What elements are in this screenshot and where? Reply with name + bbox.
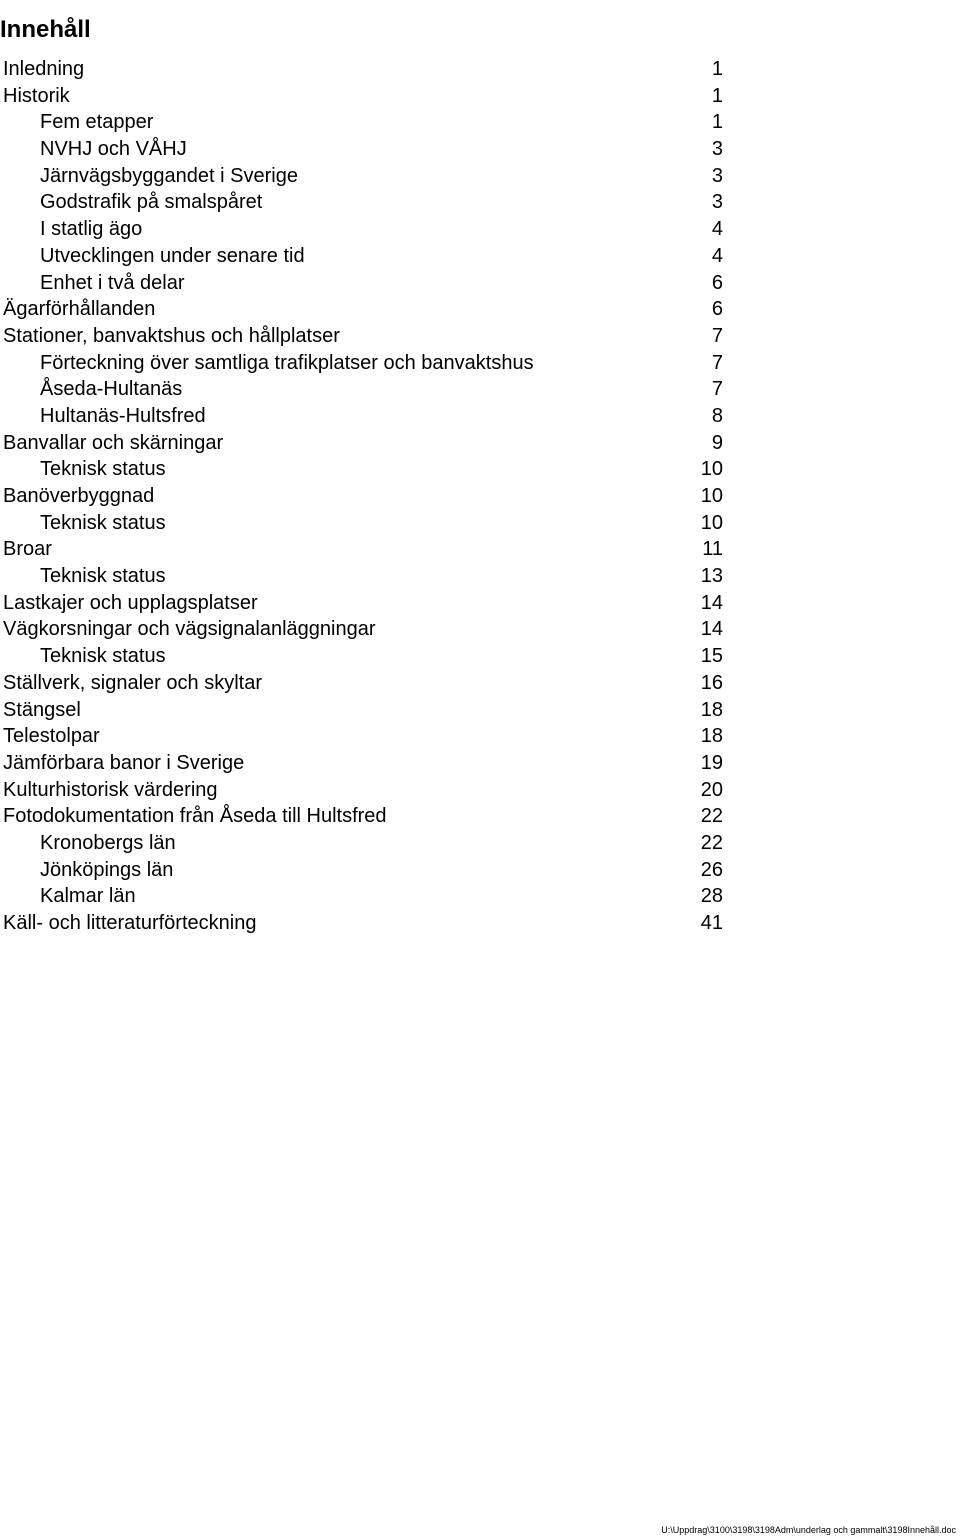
toc-entry <box>3 670 723 697</box>
toc-entry-title: Teknisk status <box>40 645 166 668</box>
toc-entry-title: Telestolpar <box>3 725 100 748</box>
toc-entry-title: Hultanäs-Hultsfred <box>40 404 206 427</box>
toc-entry <box>3 803 723 830</box>
toc-entry-page-number: 18 <box>700 725 723 748</box>
toc-entry-title: Teknisk status <box>40 511 166 534</box>
toc-entry <box>3 750 723 777</box>
toc-entry-title: Vägkorsningar och vägsignalanläggningar <box>3 618 376 641</box>
toc-entry <box>3 910 723 937</box>
toc-entry-title: Teknisk status <box>40 565 166 588</box>
toc-entry <box>3 56 723 83</box>
toc-entry-page-number: 14 <box>700 618 723 641</box>
toc-entry-page-number: 4 <box>711 244 723 267</box>
toc-entry-page-number: 1 <box>711 58 723 80</box>
toc-entry-page-number: 3 <box>711 138 723 161</box>
toc-entry-page-number: 18 <box>700 698 723 721</box>
toc-entry <box>3 136 723 163</box>
toc-entry-title: Banvallar och skärningar <box>3 431 224 454</box>
toc-entry <box>3 430 723 457</box>
toc-entry-page-number: 1 <box>711 111 723 134</box>
toc-entry-title: Fem etapper <box>40 111 154 134</box>
table-of-contents <box>3 56 723 937</box>
toc-entry-title: I statlig ägo <box>40 218 143 241</box>
toc-entry-page-number: 13 <box>700 565 723 588</box>
toc-entry-title: NVHJ och VÅHJ <box>40 138 187 161</box>
toc-entry-page-number: 19 <box>700 751 723 774</box>
toc-entry-title: Historik <box>3 84 70 107</box>
toc-entry <box>3 590 723 617</box>
toc-entry-page-number: 10 <box>700 458 723 481</box>
toc-entry-page-number: 8 <box>711 404 723 427</box>
toc-entry <box>3 270 723 297</box>
page-title: Innehåll <box>0 16 91 44</box>
toc-entry-page-number: 41 <box>700 912 723 934</box>
toc-entry-page-number: 7 <box>711 324 723 347</box>
toc-entry <box>3 777 723 804</box>
toc-entry-page-number: 3 <box>711 164 723 187</box>
toc-entry-title: Förteckning över samtliga trafikplatser och banvaktshus <box>40 351 534 374</box>
toc-entry-page-number: 10 <box>700 485 723 507</box>
toc-entry-title: Enhet i två delar <box>40 271 185 294</box>
toc-entry <box>3 109 723 136</box>
toc-entry-page-number: 16 <box>700 671 723 694</box>
toc-entry-page-number: 4 <box>711 218 723 241</box>
toc-entry <box>3 483 723 510</box>
toc-entry-title: Teknisk status <box>40 458 166 481</box>
toc-entry-page-number: 22 <box>700 805 723 828</box>
toc-entry-page-number: 7 <box>711 378 723 401</box>
toc-entry-title: Jönköpings län <box>40 858 174 881</box>
toc-entry <box>3 857 723 884</box>
toc-entry-title: Stängsel <box>3 698 81 721</box>
toc-entry <box>3 830 723 857</box>
toc-entry-title: Stationer, banvaktshus och hållplatser <box>3 324 340 347</box>
toc-entry-title: Kulturhistorisk värdering <box>3 778 218 801</box>
toc-entry-page-number: 6 <box>711 271 723 294</box>
toc-entry-page-number: 14 <box>700 591 723 614</box>
toc-entry <box>3 643 723 670</box>
toc-entry-page-number: 22 <box>700 831 723 854</box>
toc-entry <box>3 376 723 403</box>
toc-entry-page-number: 10 <box>700 511 723 534</box>
toc-entry-page-number: 6 <box>711 298 723 321</box>
toc-entry-title: Kronobergs län <box>40 831 176 854</box>
toc-entry-title: Banöverbyggnad <box>3 485 155 507</box>
toc-entry-page-number: 11 <box>702 538 723 561</box>
toc-entry <box>3 216 723 243</box>
toc-entry <box>3 536 723 563</box>
toc-entry <box>3 163 723 190</box>
toc-entry <box>3 697 723 724</box>
toc-entry-page-number: 28 <box>700 885 723 908</box>
toc-entry-title: Utvecklingen under senare tid <box>40 244 305 267</box>
toc-entry-page-number: 3 <box>711 191 723 214</box>
toc-entry <box>3 456 723 483</box>
toc-entry-title: Inledning <box>3 58 85 80</box>
toc-entry-title: Godstrafik på smalspåret <box>40 191 263 214</box>
document-file-path: U:\Uppdrag\3100\3198\3198Adm\underlag och gammalt\3198Innehåll.doc <box>661 1525 956 1535</box>
toc-entry <box>3 350 723 377</box>
toc-entry-title: Lastkajer och upplagsplatser <box>3 591 258 614</box>
toc-entry-page-number: 7 <box>711 351 723 374</box>
toc-entry <box>3 616 723 643</box>
toc-entry <box>3 563 723 590</box>
toc-entry <box>3 83 723 110</box>
toc-entry <box>3 403 723 430</box>
toc-entry-page-number: 9 <box>711 431 723 454</box>
toc-entry-title: Kalmar län <box>40 885 136 908</box>
toc-entry-page-number: 1 <box>711 84 723 107</box>
toc-entry <box>3 189 723 216</box>
toc-entry-title: Ställverk, signaler och skyltar <box>3 671 262 694</box>
toc-entry-page-number: 26 <box>700 858 723 881</box>
toc-entry <box>3 323 723 350</box>
toc-entry <box>3 510 723 537</box>
toc-entry-page-number: 15 <box>700 645 723 668</box>
toc-entry-title: Käll- och litteraturförteckning <box>3 912 257 934</box>
toc-entry <box>3 723 723 750</box>
toc-entry <box>3 296 723 323</box>
toc-entry-title: Fotodokumentation från Åseda till Hultsfred <box>3 805 387 828</box>
toc-entry <box>3 243 723 270</box>
toc-entry <box>3 883 723 910</box>
toc-entry-title: Åseda-Hultanäs <box>40 378 183 401</box>
toc-entry-title: Jämförbara banor i Sverige <box>3 751 245 774</box>
toc-entry-title: Broar <box>3 538 52 561</box>
toc-entry-page-number: 20 <box>700 778 723 801</box>
toc-entry-title: Ägarförhållanden <box>3 298 156 321</box>
toc-entry-title: Järnvägsbyggandet i Sverige <box>40 164 298 187</box>
